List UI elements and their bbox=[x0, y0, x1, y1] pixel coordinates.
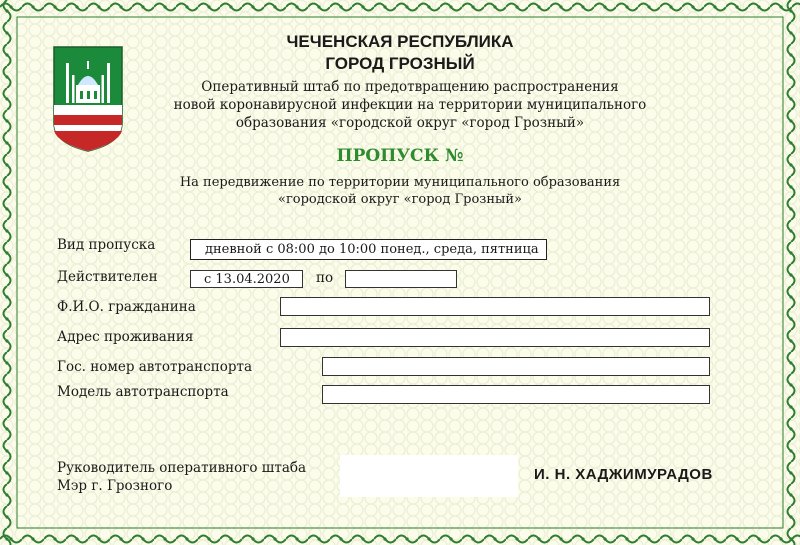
valid-to-label: по bbox=[316, 270, 334, 286]
plate-field[interactable] bbox=[322, 357, 710, 376]
citizen-name-label: Ф.И.О. гражданина bbox=[57, 299, 196, 315]
pass-type-label: Вид пропуска bbox=[57, 237, 156, 253]
hq-line-1: Оперативный штаб по предотвращению распространения bbox=[201, 79, 619, 95]
signer-role-line-2: Мэр г. Грозного bbox=[57, 478, 173, 494]
header-republic: ЧЕЧЕНСКАЯ РЕСПУБЛИКА bbox=[286, 32, 514, 51]
pass-purpose bbox=[120, 174, 680, 208]
vehicle-model-label: Модель автотранспорта bbox=[57, 384, 229, 400]
hq-line-3: образования «городской округ «город Грозный» bbox=[235, 115, 585, 131]
valid-from-field[interactable]: с 13.04.2020 bbox=[190, 270, 303, 288]
address-field[interactable] bbox=[280, 328, 710, 347]
valid-label: Действителен bbox=[57, 269, 158, 285]
signer-role-line-1: Руководитель оперативного штаба bbox=[57, 460, 307, 476]
signer-name: И. Н. ХАДЖИМУРАДОВ bbox=[534, 466, 713, 483]
header-city: ГОРОД ГРОЗНЫЙ bbox=[325, 54, 475, 73]
signature-area bbox=[340, 455, 518, 497]
valid-to-field[interactable] bbox=[345, 270, 457, 288]
plate-label: Гос. номер автотранспорта bbox=[57, 359, 253, 375]
header-hq bbox=[160, 78, 660, 132]
hq-line-2: новой коронавирусной инфекции на территории муниципального bbox=[173, 97, 647, 113]
address-label: Адрес проживания bbox=[57, 329, 194, 345]
purpose-line-1: На передвижение по территории муниципального образования bbox=[179, 175, 621, 190]
signer-role bbox=[57, 459, 306, 495]
citizen-name-field[interactable] bbox=[280, 297, 710, 316]
pass-type-field[interactable]: дневной с 08:00 до 10:00 понед., среда, пятница bbox=[190, 239, 547, 260]
pass-title: ПРОПУСК № bbox=[336, 146, 464, 166]
purpose-line-2: «городской округ «город Грозный» bbox=[278, 192, 522, 207]
vehicle-model-field[interactable] bbox=[322, 385, 710, 404]
